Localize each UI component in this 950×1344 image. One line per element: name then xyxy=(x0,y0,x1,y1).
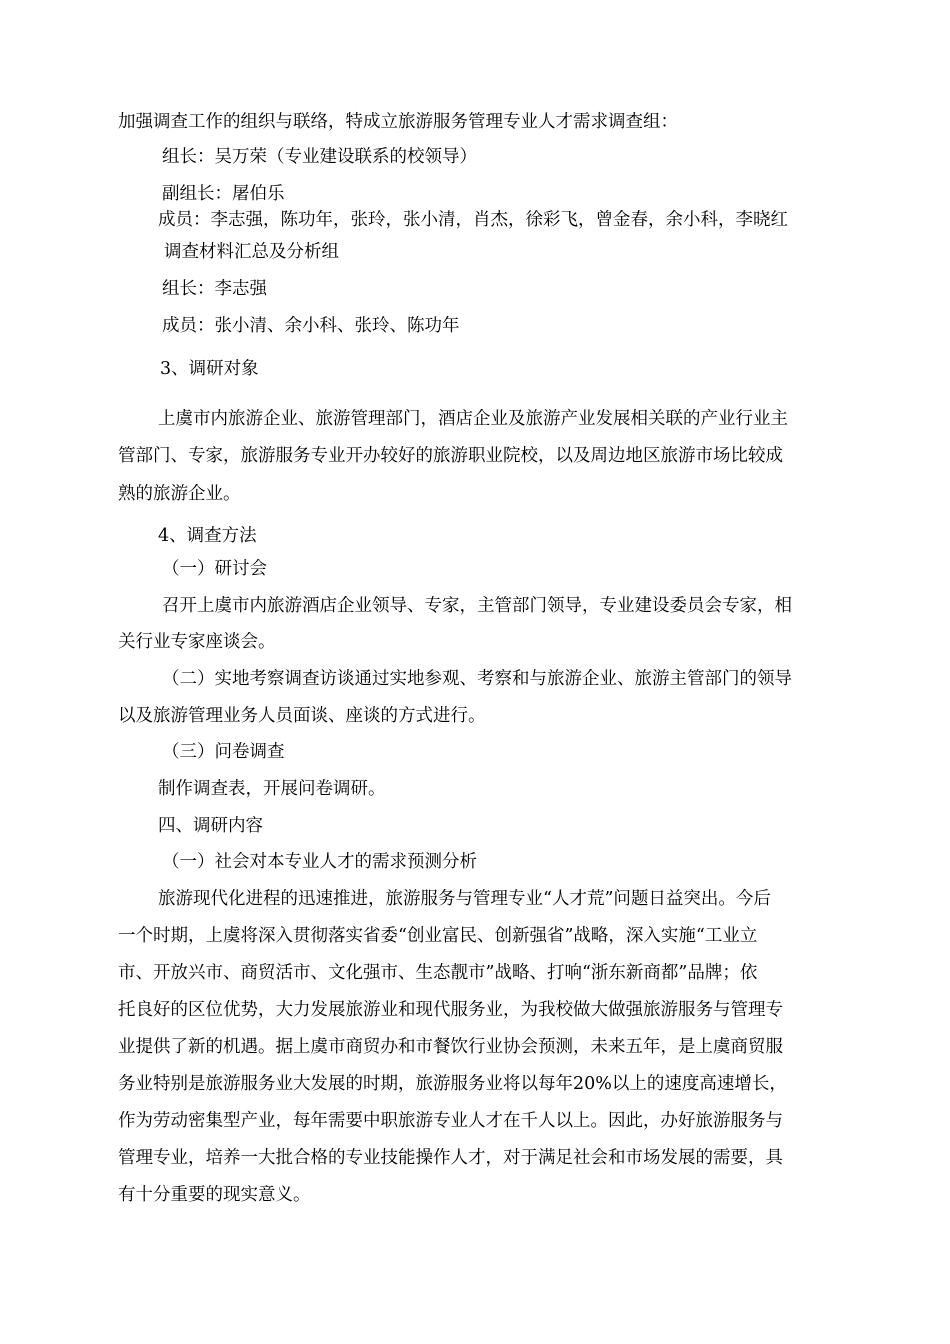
paragraph-line: 管理专业，培养一大批合格的专业技能操作人才，对于满足社会和市场发展的需要，具 xyxy=(118,1148,783,1168)
paragraph-line: 有十分重要的现实意义。 xyxy=(118,1185,311,1205)
text-line: 制作调查表，开展问卷调研。 xyxy=(158,779,386,799)
subsection-heading: （一）社会对本专业人才的需求预测分析 xyxy=(162,852,477,872)
paragraph-line: 熟的旅游企业。 xyxy=(118,484,241,504)
team-leader-line: 组长：吴万荣（专业建设联系的校领导） xyxy=(162,147,477,167)
subsection-heading: （三）问卷调查 xyxy=(162,742,285,762)
paragraph-line: （二）实地考察调查访谈通过实地参观、考察和与旅游企业、旅游主管部门的领导 xyxy=(162,669,792,689)
paragraph-line: 作为劳动密集型产业，每年需要中职旅游专业人才在千人以上。因此，办好旅游服务与 xyxy=(118,1111,783,1131)
paragraph-line: 召开上虞市内旅游酒店企业领导、专家，主管部门领导，专业建设委员会专家，相 xyxy=(162,596,792,616)
subsection-heading: （一）研讨会 xyxy=(162,559,267,579)
paragraph-line: 务业特别是旅游服务业大发展的时期，旅游服务业将以每年20%以上的速度高速增长， xyxy=(118,1074,787,1094)
paragraph-line: 业提供了新的机遇。据上虞市商贸办和市餐饮行业协会预测，未来五年，是上虞商贸服 xyxy=(118,1037,783,1057)
paragraph-line: 市、开放兴市、商贸活市、文化强市、生态靓市”战略、打响“浙东新商都”品牌；依 xyxy=(118,963,758,983)
paragraph-line: 上虞市内旅游企业、旅游管理部门，酒店企业及旅游产业发展相关联的产业行业主 xyxy=(158,409,788,429)
section-heading-content: 四、调研内容 xyxy=(158,816,263,836)
members-line: 成员：李志强，陈功年，张玲，张小清，肖杰，徐彩飞，曾金春，余小科，李晓红 xyxy=(158,210,788,230)
paragraph-line: 一个时期，上虞将深入贯彻落实省委“创业富民、创新强省”战略，深入实施“工业立 xyxy=(118,926,758,946)
paragraph-line: 关行业专家座谈会。 xyxy=(118,632,276,652)
paragraph-line: 旅游现代化进程的迅速推进，旅游服务与管理专业“人才荒”问题日益突出。今后 xyxy=(158,889,771,909)
subgroup-leader-line: 组长：李志强 xyxy=(162,279,267,299)
section-heading-method: 4、调查方法 xyxy=(158,526,257,546)
text-line: 加强调查工作的组织与联络，特成立旅游服务管理专业人才需求调查组： xyxy=(118,112,678,132)
paragraph-line: 托良好的区位优势，大力发展旅游业和现代服务业，为我校做大做强旅游服务与管理专 xyxy=(118,1000,783,1020)
paragraph-line: 管部门、专家，旅游服务专业开办较好的旅游职业院校，以及周边地区旅游市场比较成 xyxy=(118,446,783,466)
subgroup-title: 调查材料汇总及分析组 xyxy=(164,242,339,262)
paragraph-line: 以及旅游管理业务人员面谈、座谈的方式进行。 xyxy=(118,706,486,726)
deputy-leader-line: 副组长：屠伯乐 xyxy=(162,184,285,204)
subgroup-members-line: 成员：张小清、余小科、张玲、陈功年 xyxy=(162,316,460,336)
section-heading-research-target: 3、调研对象 xyxy=(160,359,259,379)
